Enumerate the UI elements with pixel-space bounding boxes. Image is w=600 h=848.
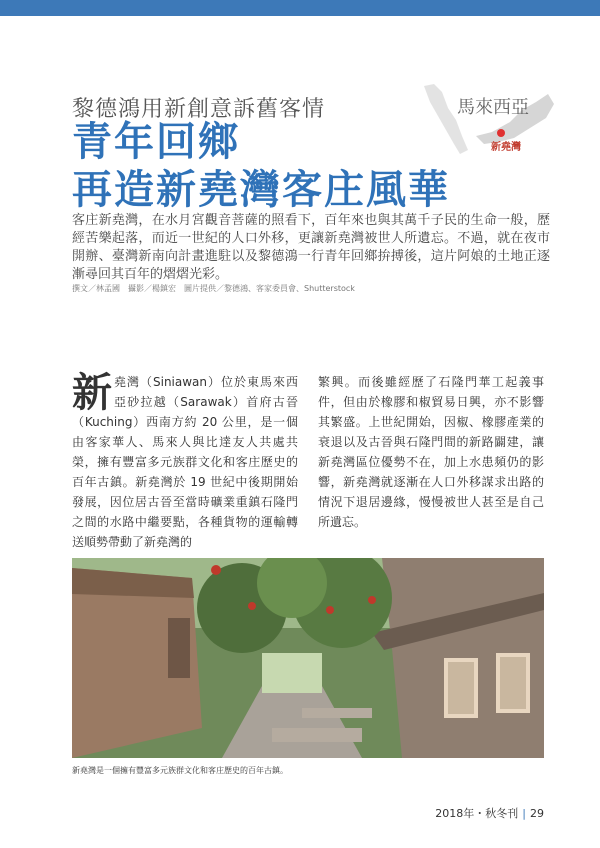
body-column-left: [72, 372, 298, 552]
article-title-line1: 青年回鄉: [72, 119, 240, 165]
street-photo: [72, 558, 544, 758]
byline-credits: 撰文／林孟國 攝影／楊鎮宏 圖片提供／黎德鴻、客家委員會、Shutterstock: [72, 284, 355, 293]
map-town-label: 新堯灣: [491, 142, 521, 153]
issue-label: 2018年・秋冬刊: [435, 807, 519, 820]
location-pin-icon: [497, 129, 505, 137]
drop-cap: 新: [72, 370, 112, 416]
article-subtitle: 黎德鴻用新創意訴舊客情: [72, 97, 326, 122]
article-title-line2: 再造新堯灣客庄風華: [72, 167, 450, 213]
body-text-left: 堯灣（Siniawan）位於東馬來西亞砂拉越（Sarawak）首府古晉（Kuching）西南方約 20 公里，是一個由客家華人、馬來人與比達友人共處共榮，擁有豐富多元族群文化和客庄歷史的百年古鎮。新堯灣於 19 世紀中後期開始發展，因位居古晉至當時礦業重鎮石隆門之間的水路中繼要點，各種貨物的運輸轉送順勢帶動了新堯灣的: [72, 375, 298, 549]
body-column-right: 繁興。而後雖經歷了石隆門華工起義事件，但由於橡膠和椒貿易日興，亦不影響其繁盛。上世紀開始，因椒、橡膠產業的衰退以及古晉與石隆門間的新路闢建，讓新堯灣區位優勢不在，加上水患頻仍的影響，新堯灣就逐漸在人口外移謀求出路的情況下退居邊緣，慢慢被世人甚至是自己所遺忘。: [318, 375, 544, 529]
page-number: 29: [530, 807, 544, 820]
intro-paragraph: 客庄新堯灣，在水月宮觀音菩薩的照看下，百年來也與其萬千子民的生命一般，歷經苦樂起落，而近一世紀的人口外移，更讓新堯灣被世人所遺忘。不過，就在夜市開辦、臺灣新南向計畫進駐以及黎德鴻一行青年回鄉拚搏後，這片阿娘的土地正逐漸尋回其百年的熠熠光彩。: [72, 213, 550, 282]
page-footer: 2018年・秋冬刊 | 29: [435, 807, 544, 820]
photo-caption: 新堯灣是一個擁有豐富多元族群文化和客庄歷史的百年古鎮。: [72, 766, 288, 775]
malaysia-map: [418, 80, 558, 160]
top-color-bar: [0, 0, 600, 16]
map-country-label: 馬來西亞: [457, 97, 529, 118]
